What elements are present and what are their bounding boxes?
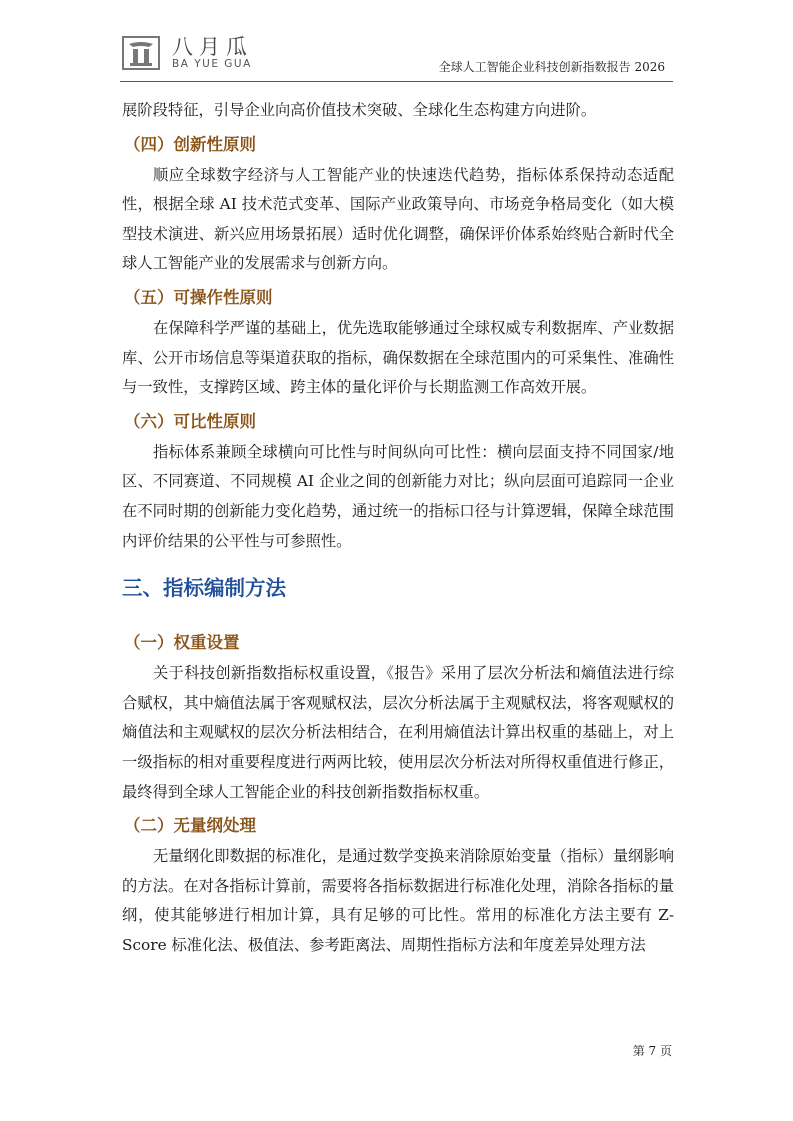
heading-operability-principle: （五）可操作性原则	[124, 287, 273, 307]
heading-comparability-principle: （六）可比性原则	[124, 411, 256, 431]
header-divider	[120, 81, 673, 82]
paragraph-dimensionless: 无量纲化即数据的标准化，是通过数学变换来消除原始变量（指标）量纲影响的方法。在对各指标计算前，需要将各指标数据进行标准化处理，消除各指标的量纲，使其能够进行相加计算，具有足够的可比性。常用的标准化方法主要有 Z-Score 标准化法、极值法、参考距离法、周期性指标方法和年度差异处理方法	[122, 847, 674, 954]
paragraph-comparability: 指标体系兼顾全球横向可比性与时间纵向可比性：横向层面支持不同国家/地区、不同赛道、不同规模 AI 企业之间的创新能力对比；纵向层面可追踪同一企业在不同时期的创新能力变化趋势，通过统一的指标口径与计算逻辑，保障全球范围内评价结果的公平性与可参照性。	[122, 442, 674, 550]
page-header	[0, 0, 793, 84]
section-heading-methodology: 三、指标编制方法	[122, 576, 286, 601]
bayuegua-logo	[122, 36, 272, 74]
paragraph-continuation: 展阶段特征，引导企业向高价值技术突破、全球化生态构建方向进阶。	[122, 101, 597, 119]
report-title: 全球人工智能企业科技创新指数报告 2026	[438, 60, 665, 74]
heading-innovation-principle: （四）创新性原则	[124, 134, 256, 154]
heading-weight-setting: （一）权重设置	[124, 633, 240, 653]
paragraph-operability: 在保障科学严谨的基础上，优先选取能够通过全球权威专利数据库、产业数据库、公开市场信息等渠道获取的指标，确保数据在全球范围内的可采集性、准确性与一致性，支撑跨区域、跨主体的量化评价与长期监测工作高效开展。	[122, 318, 674, 397]
page-number: 第 7 页	[632, 1044, 672, 1058]
logo-english-text: BA YUE GUA	[172, 58, 252, 70]
paragraph-innovation: 顺应全球数字经济与人工智能产业的快速迭代趋势，指标体系保持动态适配性，根据全球 AI 技术范式变革、国际产业政策导向、市场竞争格局变化（如大模型技术演进、新兴应用场景拓展）适时优化调整，确保评价体系始终贴合新时代全球人工智能产业的发展需求与创新方向。	[122, 165, 674, 273]
page-content	[122, 96, 674, 960]
logo-chinese-text: 八月瓜	[172, 35, 253, 59]
heading-dimensionless-processing: （二）无量纲处理	[124, 816, 256, 836]
bayuegua-logo-icon	[122, 36, 160, 70]
paragraph-weight-setting: 关于科技创新指数指标权重设置，《报告》采用了层次分析法和熵值法进行综合赋权，其中熵值法属于客观赋权法，层次分析法属于主观赋权法，将客观赋权的熵值法和主观赋权的层次分析法相结合，在利用熵值法计算出权重的基础上，对上一级指标的相对重要程度进行两两比较，使用层次分析法对所得权重值进行修正，最终得到全球人工智能企业的科技创新指数指标权重。	[122, 664, 674, 801]
